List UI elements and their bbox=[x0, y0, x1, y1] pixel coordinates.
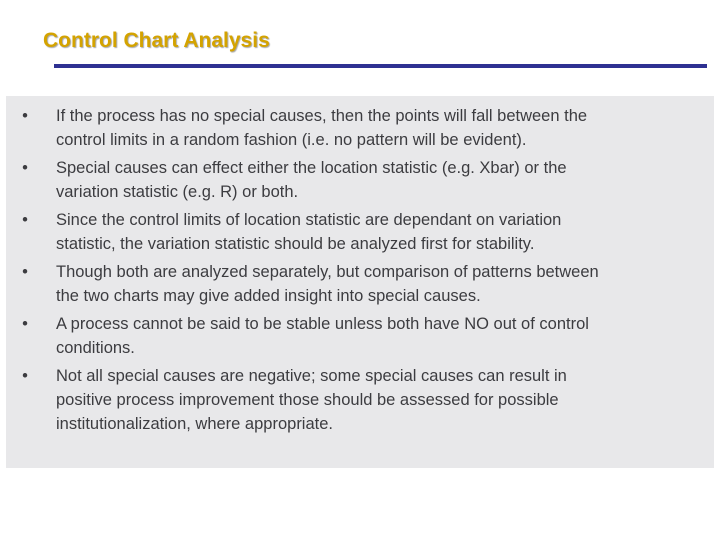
bullet-line: control limits in a random fashion (i.e. no pattern will be evident). bbox=[56, 131, 527, 149]
bullet-item bbox=[18, 208, 698, 256]
bullet-line: institutionalization, where appropriate. bbox=[56, 415, 333, 433]
bullet-item bbox=[18, 156, 698, 204]
bullet-item bbox=[18, 104, 698, 152]
bullet-item bbox=[18, 260, 698, 308]
bullet-icon: • bbox=[22, 263, 28, 281]
bullet-icon: • bbox=[22, 211, 28, 229]
bullet-line: Since the control limits of location statistic are dependant on variation bbox=[56, 211, 562, 229]
bullet-line: statistic, the variation statistic should be analyzed first for stability. bbox=[56, 235, 535, 253]
bullet-item bbox=[18, 364, 698, 436]
bullet-icon: • bbox=[22, 315, 28, 333]
bullet-line: Not all special causes are negative; some special causes can result in bbox=[56, 367, 567, 385]
title-underline bbox=[54, 64, 707, 68]
bullet-list bbox=[18, 104, 698, 440]
bullet-line: positive process improvement those should be assessed for possible bbox=[56, 391, 559, 409]
slide-title: Control Chart Analysis bbox=[43, 29, 270, 52]
bullet-line: A process cannot be said to be stable unless both have NO out of control bbox=[56, 315, 589, 333]
content-image-box bbox=[6, 96, 714, 468]
bullet-icon: • bbox=[22, 367, 28, 385]
bullet-icon: • bbox=[22, 159, 28, 177]
bullet-line: the two charts may give added insight into special causes. bbox=[56, 287, 481, 305]
bullet-line: Special causes can effect either the location statistic (e.g. Xbar) or the bbox=[56, 159, 567, 177]
bullet-icon: • bbox=[22, 107, 28, 125]
bullet-line: variation statistic (e.g. R) or both. bbox=[56, 183, 299, 201]
bullet-line: If the process has no special causes, then the points will fall between the bbox=[56, 107, 588, 125]
bullet-line: Though both are analyzed separately, but comparison of patterns between bbox=[56, 263, 599, 281]
bullet-item bbox=[18, 312, 698, 360]
bullet-line: conditions. bbox=[56, 339, 135, 357]
